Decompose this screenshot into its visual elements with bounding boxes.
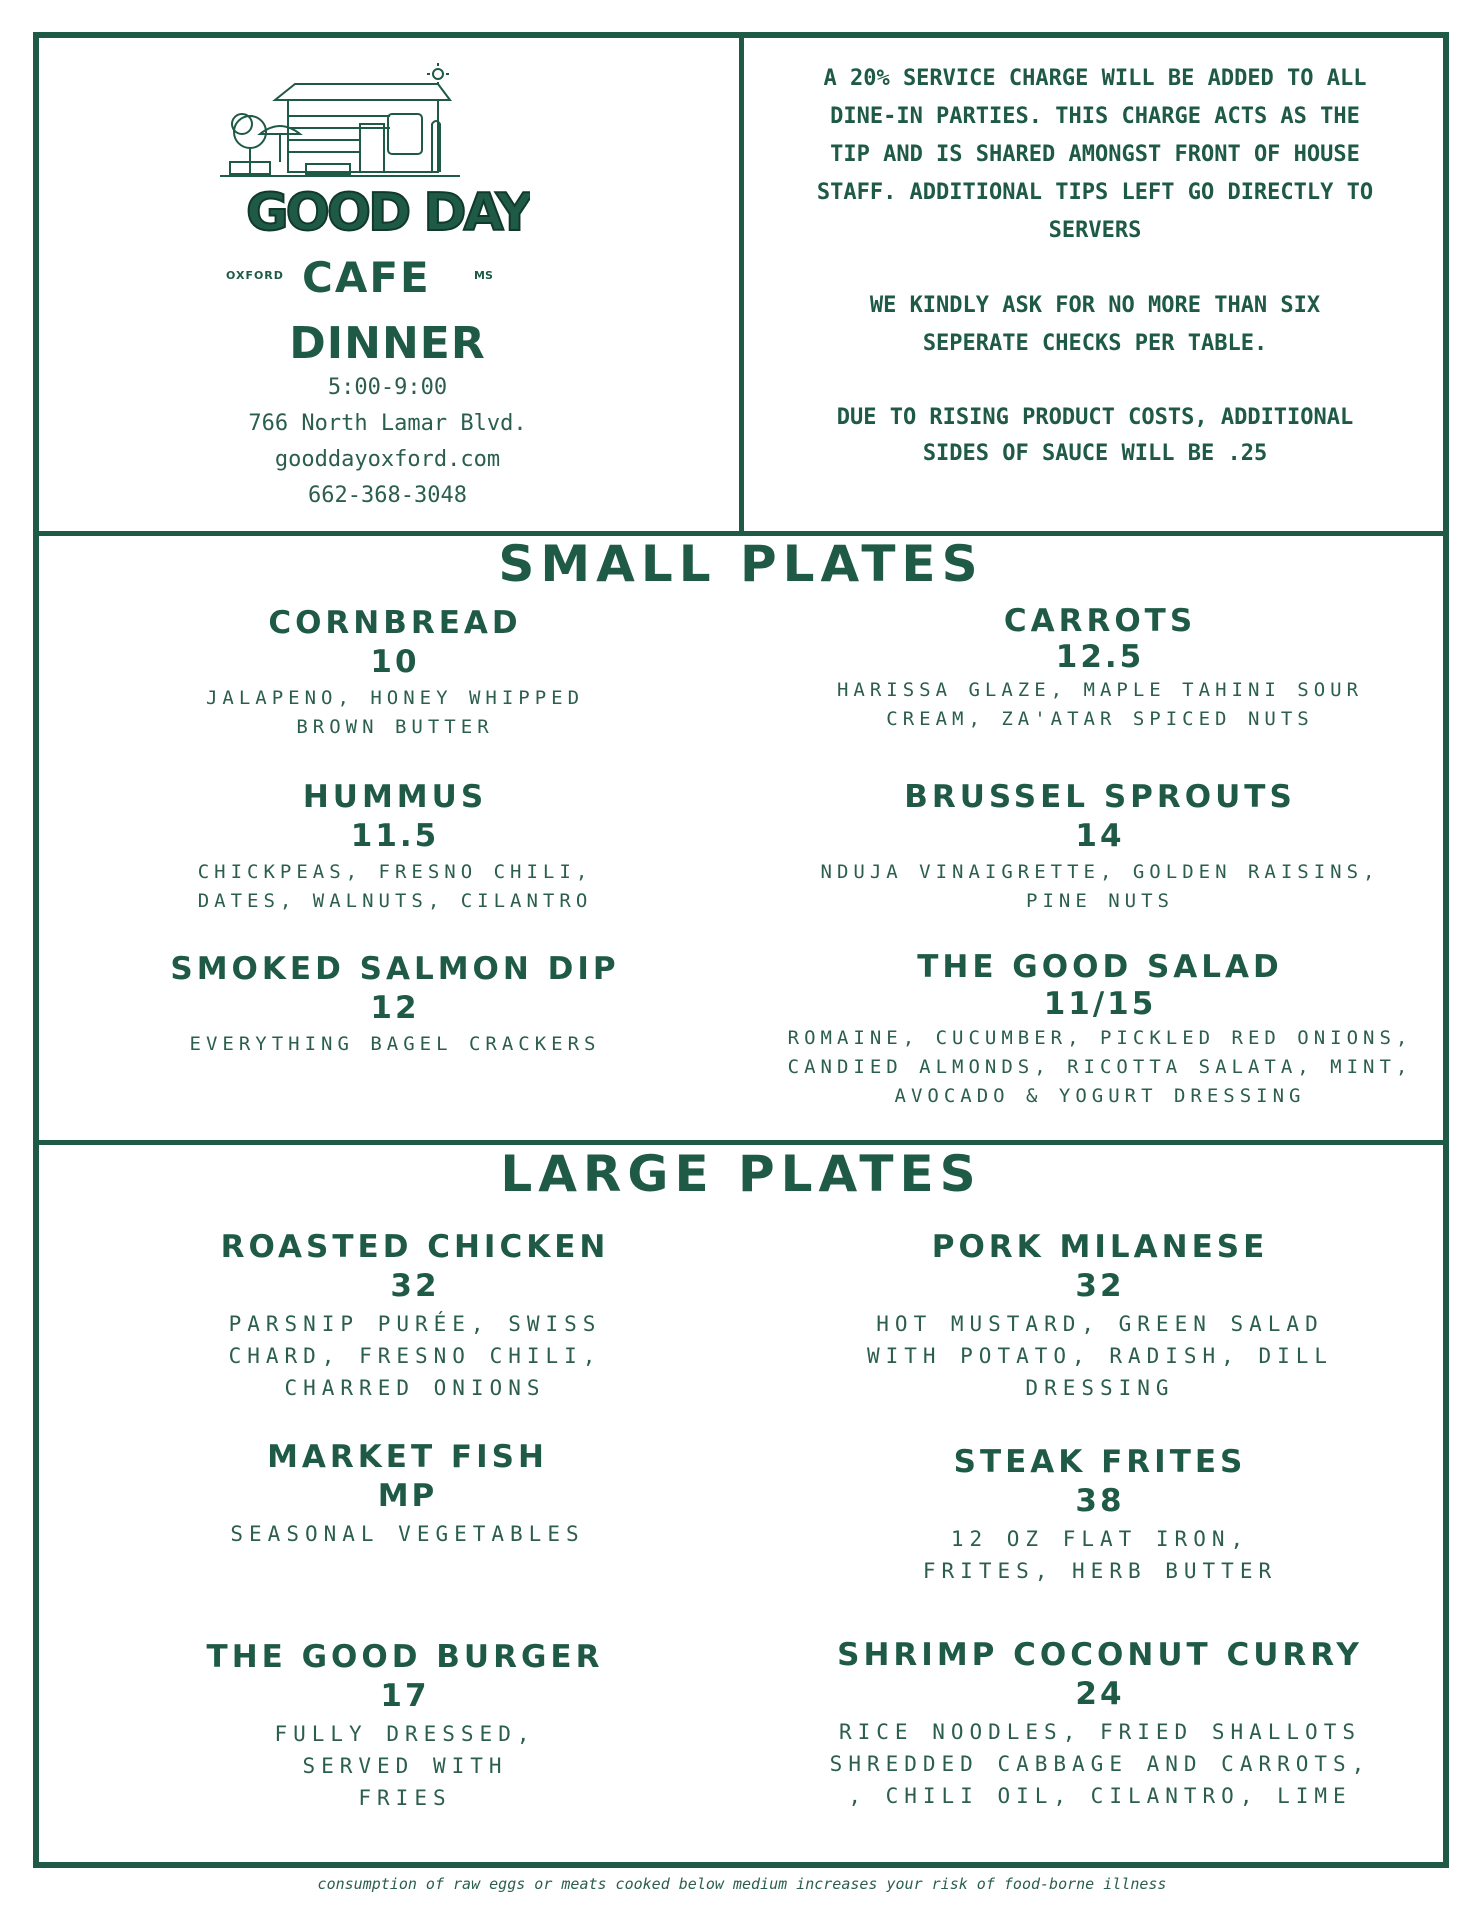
small-plates-heading: SMALL PLATES	[498, 535, 984, 593]
item-description: 12 OZ FLAT IRON, FRITES, HERB BUTTER	[922, 1527, 1278, 1583]
logo-right-text: MS	[474, 269, 493, 282]
item-price: 12.5	[1055, 639, 1145, 675]
cafe-building-logo-icon	[220, 62, 530, 302]
item-description: JALAPENO, HONEY WHIPPED BROWN BUTTER	[205, 687, 585, 738]
menu-item	[800, 1443, 1400, 1587]
item-description: NDUJA VINAIGRETTE, GOLDEN RAISINS, PINE NUTS	[820, 861, 1380, 912]
item-description: PARSNIP PURÉE, SWISS CHARD, FRESNO CHILI, CHARRED ONIONS	[228, 1312, 602, 1400]
logo-bottom-text: CAFE	[302, 253, 431, 302]
logo-left-text: OXFORD	[226, 269, 284, 282]
logo-top-text: GOOD DAY	[246, 183, 530, 243]
item-description: RICE NOODLES, FRIED SHALLOTS SHREDDED CABBAGE AND CARROTS, , CHILI OIL, CILANTRO, LIME	[829, 1720, 1371, 1808]
item-price: 32	[390, 1268, 440, 1304]
item-price: 11/15	[1043, 986, 1157, 1022]
item-name: HUMMUS	[302, 779, 488, 815]
menu-item	[770, 948, 1430, 1111]
menu-item	[170, 778, 620, 916]
item-description: CHICKPEAS, FRESNO CHILI, DATES, WALNUTS, CILANTRO	[197, 861, 593, 912]
hours: 5:00-9:00	[327, 375, 448, 400]
menu-item	[800, 602, 1400, 734]
item-price: 32	[1075, 1268, 1125, 1304]
item-price: 24	[1075, 1676, 1125, 1712]
menu-item	[200, 1228, 630, 1404]
item-description: HOT MUSTARD, GREEN SALAD WITH POTATO, RADISH, DILL DRESSING	[866, 1312, 1334, 1400]
large-plates-heading: LARGE PLATES	[500, 1145, 982, 1203]
menu-item	[800, 778, 1400, 916]
menu-item	[800, 1636, 1400, 1812]
item-price: MP	[377, 1478, 438, 1514]
menu-item	[800, 1228, 1400, 1404]
item-price: 11.5	[350, 818, 440, 854]
item-description: ROMAINE, CUCUMBER, PICKLED RED ONIONS, CANDIED ALMONDS, RICOTTA SALATA, MINT, AVOCADO & YOGURT DRESSING	[787, 1027, 1413, 1107]
food-safety-footnote: consumption of raw eggs or meats cooked below medium increases your risk of food-borne illness	[317, 1875, 1167, 1893]
menu-title: DINNER	[289, 318, 486, 369]
notices	[744, 60, 1446, 472]
menu-item	[170, 604, 620, 742]
item-price: 12	[370, 990, 420, 1026]
item-price: 14	[1075, 818, 1125, 854]
item-price: 38	[1075, 1483, 1125, 1519]
item-name: SMOKED SALMON DIP	[170, 951, 620, 987]
item-price: 17	[380, 1678, 430, 1714]
item-name: CARROTS	[1003, 603, 1197, 639]
item-name: ROASTED CHICKEN	[220, 1229, 610, 1265]
item-name: MARKET FISH	[267, 1439, 548, 1475]
item-description: HARISSA GLAZE, MAPLE TAHINI SOUR CREAM, ZA'ATAR SPICED NUTS	[836, 679, 1364, 730]
header-info	[36, 318, 739, 514]
item-name: THE GOOD BURGER	[206, 1639, 604, 1675]
website-link[interactable]: gooddayoxford.com	[274, 447, 501, 472]
item-price: 10	[370, 644, 420, 680]
item-name: THE GOOD SALAD	[917, 949, 1283, 985]
service-charge-notice: A 20% SERVICE CHARGE WILL BE ADDED TO ALL DINE-IN PARTIES. THIS CHARGE ACTS AS THE TIP AND IS SHARED AMONGST FRONT OF HOUSE STAFF. ADDITIONAL TIPS LEFT GO DIRECTLY TO SERVERS	[816, 66, 1374, 243]
menu-item	[150, 950, 640, 1059]
address: 766 North Lamar Blvd.	[248, 411, 527, 436]
item-name: BRUSSEL SPROUTS	[904, 779, 1296, 815]
phone-number[interactable]: 662-368-3048	[308, 483, 467, 508]
item-name: PORK MILANESE	[931, 1229, 1269, 1265]
item-description: FULLY DRESSED, SERVED WITH FRIES	[274, 1722, 536, 1810]
menu-item	[190, 1638, 620, 1814]
menu-item	[200, 1438, 615, 1550]
item-name: SHRIMP COCONUT CURRY	[837, 1637, 1363, 1673]
item-name: CORNBREAD	[268, 605, 522, 641]
item-name: STEAK FRITES	[953, 1444, 1247, 1480]
cafe-logo	[220, 62, 530, 302]
item-description: SEASONAL VEGETABLES	[230, 1522, 585, 1546]
checks-notice: WE KINDLY ASK FOR NO MORE THAN SIX SEPERATE CHECKS PER TABLE.	[869, 293, 1321, 356]
item-description: EVERYTHING BAGEL CRACKERS	[189, 1033, 601, 1055]
sauce-notice: DUE TO RISING PRODUCT COSTS, ADDITIONAL SIDES OF SAUCE WILL BE .25	[836, 405, 1354, 466]
